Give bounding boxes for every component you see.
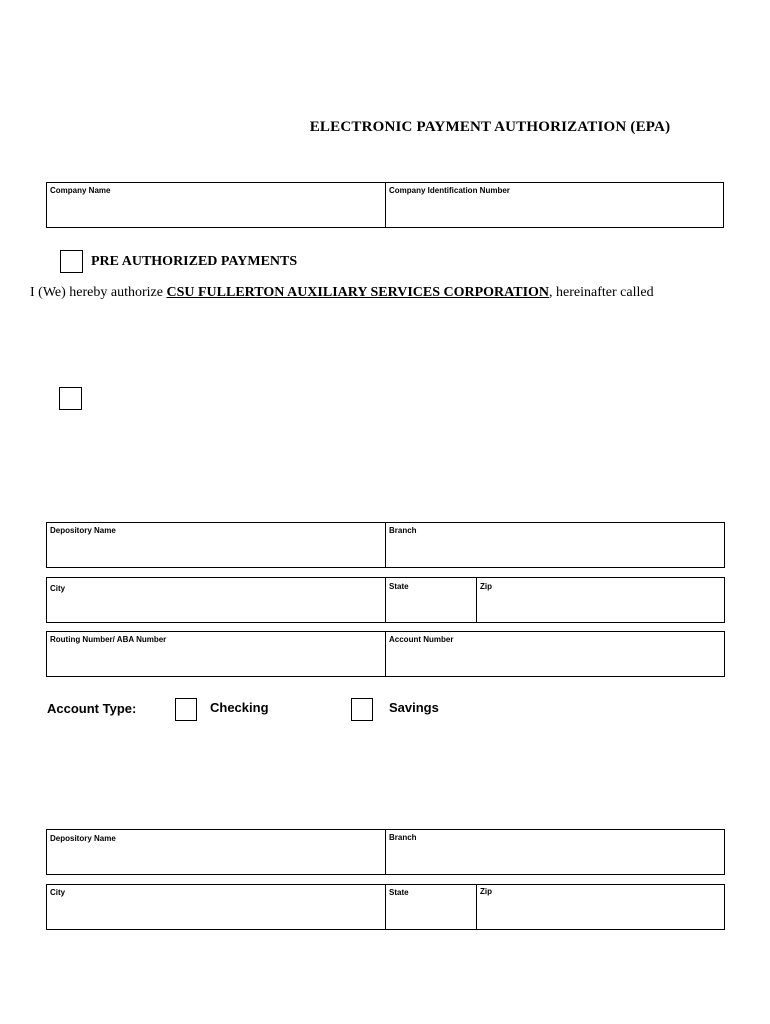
bank2-depository-field[interactable] <box>47 830 385 874</box>
bank1-depository-row <box>46 522 725 568</box>
authorization-text-after: , hereinafter called <box>549 285 654 300</box>
pre-authorized-checkbox[interactable] <box>60 250 83 273</box>
bank2-state-label: State <box>389 888 409 897</box>
checking-checkbox[interactable] <box>175 698 197 721</box>
bank2-state-field[interactable] <box>385 885 476 929</box>
account-type-label: Account Type: <box>47 701 137 716</box>
bank2-branch-label: Branch <box>389 833 417 842</box>
bank1-routing-label: Routing Number/ ABA Number <box>50 635 167 644</box>
bank1-zip-label: Zip <box>480 582 492 591</box>
bank1-state-label: State <box>389 582 409 591</box>
bank2-zip-label: Zip <box>480 887 492 896</box>
company-id-label: Company Identification Number <box>389 186 510 195</box>
bank1-branch-label: Branch <box>389 526 417 535</box>
second-option-checkbox[interactable] <box>59 387 82 410</box>
bank1-routing-field[interactable] <box>47 632 385 676</box>
bank1-account-field[interactable] <box>385 632 724 676</box>
bank1-zip-field[interactable] <box>476 578 724 622</box>
company-name-label: Company Name <box>50 186 111 195</box>
bank2-depository-row <box>46 829 725 875</box>
bank2-depository-label: Depository Name <box>50 834 116 843</box>
company-row <box>46 182 724 228</box>
bank1-city-label: City <box>50 584 66 593</box>
checking-label: Checking <box>210 700 269 715</box>
bank1-depository-field[interactable] <box>47 523 385 567</box>
bank1-state-field[interactable] <box>385 578 476 622</box>
corporation-name: CSU FULLERTON AUXILIARY SERVICES CORPORATION <box>166 285 550 300</box>
company-name-field[interactable] <box>47 183 385 227</box>
bank2-city-row <box>46 884 725 930</box>
bank2-city-label: City <box>50 888 66 897</box>
pre-authorized-label: PRE AUTHORIZED PAYMENTS <box>91 254 298 269</box>
bank2-branch-field[interactable] <box>385 830 724 874</box>
company-id-field[interactable] <box>385 183 723 227</box>
bank2-city-field[interactable] <box>47 885 385 929</box>
bank1-depository-label: Depository Name <box>50 526 116 535</box>
bank1-city-field[interactable] <box>47 578 385 622</box>
bank1-branch-field[interactable] <box>385 523 724 567</box>
bank1-account-label: Account Number <box>389 635 454 644</box>
bank1-routing-row <box>46 631 725 677</box>
authorization-text <box>30 285 654 301</box>
form-title: ELECTRONIC PAYMENT AUTHORIZATION (EPA) <box>309 119 671 135</box>
bank1-city-row <box>46 577 725 623</box>
authorization-text-before: I (We) hereby authorize <box>30 285 167 300</box>
savings-label: Savings <box>389 700 439 715</box>
bank2-zip-field[interactable] <box>476 885 724 929</box>
savings-checkbox[interactable] <box>351 698 373 721</box>
